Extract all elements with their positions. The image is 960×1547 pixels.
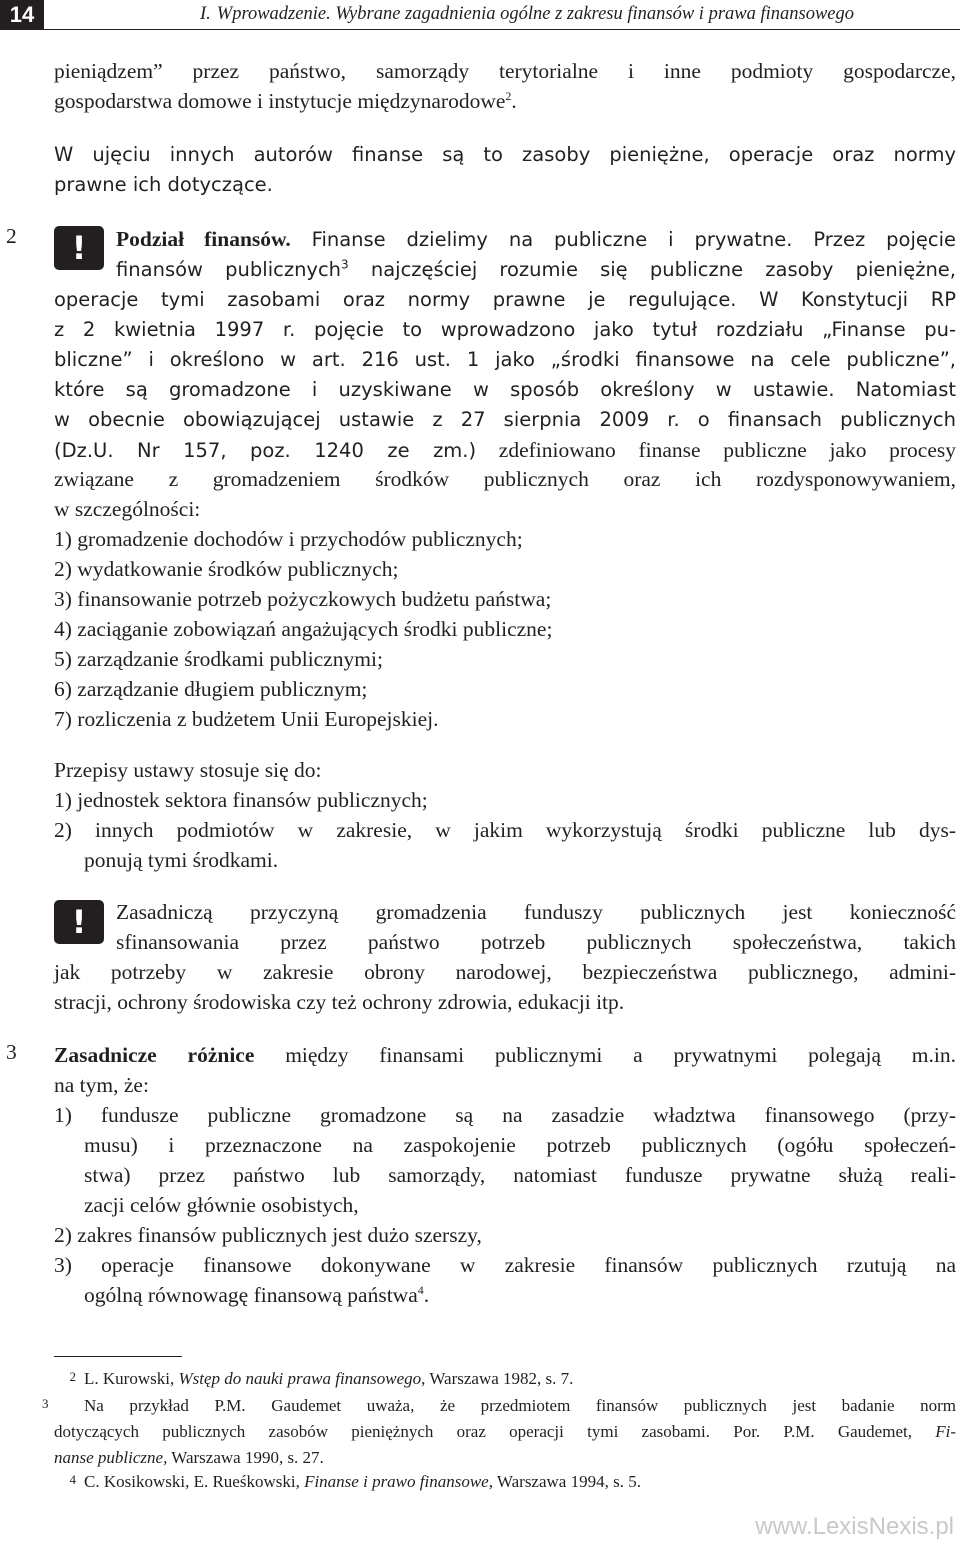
section3-item-3-line-2 bbox=[54, 1280, 956, 1310]
intro-line-2-text: gospodarstwa domowe i instytucje międzynarodowe bbox=[54, 89, 506, 113]
section3-item-1-line-4: zacji celów głównie osobistych, bbox=[84, 1193, 359, 1217]
section3-paragraph bbox=[54, 1040, 956, 1310]
section2-line-4: z 2 kwietnia 1997 r. pojęcie to wprowadzono jako tytuł rozdziału „Finanse pu- bbox=[54, 318, 956, 341]
section2-line-2b: najczęściej rozumie się publiczne zasoby pieniężne, bbox=[348, 258, 956, 281]
scope-item-2-line-2: ponują tymi środkami. bbox=[84, 848, 279, 872]
footnote-2-post: , Warszawa 1982, s. 7. bbox=[421, 1369, 574, 1388]
footnote-ref-3: 3 bbox=[341, 257, 349, 272]
reason-line-3: jak potrzeby w zakresie obrony narodowej, bezpieczeństwa publicznego, admini- bbox=[54, 960, 956, 984]
reason-paragraph bbox=[54, 897, 956, 1017]
footnote-2-title: Wstęp do nauki prawa finansowego bbox=[178, 1369, 422, 1388]
intro-paragraph bbox=[54, 56, 956, 116]
intro-line-1: pieniądzem” przez państwo, samorządy terytorialne i inne podmioty gospodarcze, bbox=[54, 59, 956, 83]
footnote-ref-2: 2 bbox=[505, 88, 512, 103]
section3-item-3-text: ogólną równowagę finansową państwa bbox=[84, 1283, 418, 1307]
section3-item-1-line-3: stwa) przez państwo lub samorządy, natomiast fundusze prywatne służą reali- bbox=[84, 1163, 956, 1187]
footnote-2-line bbox=[42, 1364, 956, 1392]
section2-line-3: operacje tymi zasobami oraz normy prawne je regulujące. W Konstytucji RP bbox=[54, 288, 956, 311]
list-item: 2) wydatkowanie środków publicznych; bbox=[54, 557, 399, 581]
reason-line-2: sfinansowania przez państwo potrzeb publicznych społeczeństwa, takich bbox=[116, 930, 956, 954]
list-item: 4) zaciąganie zobowiązań angażujących środki publiczne; bbox=[54, 617, 553, 641]
section2-line-8b: zdefiniowano finanse publiczne jako procesy bbox=[476, 438, 956, 462]
list-item: 5) zarządzanie środkami publicznymi; bbox=[54, 647, 383, 671]
section3-line-1-rest: między finansami publicznymi a prywatnymi polegają m.in. bbox=[254, 1043, 957, 1067]
reason-line-4: stracji, ochrony środowiska czy też ochrony zdrowia, edukacji itp. bbox=[54, 990, 625, 1014]
section3-heading: Zasadnicze różnice bbox=[54, 1043, 255, 1067]
footnote-3-title-a: Fi- bbox=[935, 1422, 956, 1441]
publisher-watermark: www.LexisNexis.pl bbox=[755, 1513, 954, 1540]
exclamation-icon: ! bbox=[54, 226, 104, 270]
footnote-2-number: 2 bbox=[69, 1369, 76, 1384]
section2-line-2a: finansów publicznych bbox=[116, 258, 342, 281]
other-authors-paragraph bbox=[54, 140, 956, 200]
footnote-3-line-2 bbox=[54, 1419, 956, 1445]
section2-heading: Podział finansów. bbox=[116, 227, 291, 251]
section2-line-1-rest: Finanse dzielimy na publiczne i prywatne. Przez pojęcie bbox=[290, 228, 956, 251]
reason-line-1: Zasadniczą przyczyną gromadzenia funduszy publicznych jest konieczność bbox=[116, 900, 956, 924]
footnote-3-line-1 bbox=[42, 1391, 956, 1419]
footnote-rule bbox=[54, 1356, 182, 1357]
scope-intro: Przepisy ustawy stosuje się do: bbox=[54, 758, 322, 782]
section2-line-6: które są gromadzone i uzyskiwane w sposób określony w ustawie. Natomiast bbox=[54, 378, 956, 401]
margin-number-2: 2 bbox=[6, 224, 17, 248]
section3-item-1-line-1: 1) fundusze publiczne gromadzone są na zasadzie władztwa finansowego (przy- bbox=[54, 1103, 956, 1127]
footnote-ref-4: 4 bbox=[417, 1282, 424, 1297]
list-item: 3) finansowanie potrzeb pożyczkowych budżetu państwa; bbox=[54, 587, 552, 611]
footnote-3-line-1-text: Na przykład P.M. Gaudemet uważa, że przedmiotem finansów publicznych jest badanie norm bbox=[84, 1396, 956, 1415]
list-item: 6) zarządzanie długiem publicznym; bbox=[54, 677, 368, 701]
footnote-3 bbox=[42, 1391, 956, 1471]
section2-line-7: w obecnie obowiązującej ustawie z 27 sierpnia 2009 r. o finansach publicznych bbox=[54, 408, 956, 431]
margin-number-3: 3 bbox=[6, 1040, 17, 1064]
section3-line-1 bbox=[54, 1040, 956, 1070]
running-title bbox=[200, 4, 854, 25]
section3-item-3-end: . bbox=[423, 1283, 430, 1307]
page-header bbox=[0, 0, 960, 30]
section2-line-10: w szczególności: bbox=[54, 497, 201, 521]
exclamation-icon: ! bbox=[54, 900, 104, 944]
list-item: 7) rozliczenia z budżetem Unii Europejskiej. bbox=[54, 707, 439, 731]
list-item: 1) gromadzenie dochodów i przychodów publicznych; bbox=[54, 527, 523, 551]
intro-line-2 bbox=[54, 86, 956, 116]
footnote-4-line bbox=[42, 1467, 956, 1495]
section2-line-9: związane z gromadzeniem środków publicznych oraz ich rozdysponowywaniem, bbox=[54, 467, 956, 491]
chapter-title: Wprowadzenie. Wybrane zagadnienia ogólne z zakresu finansów i prawa finansowego bbox=[216, 4, 855, 24]
section2-line-8a: (Dz.U. Nr 157, poz. 1240 ze zm.) bbox=[54, 439, 477, 462]
footnote-4 bbox=[54, 1467, 956, 1495]
other-authors-line-1: W ujęciu innych autorów finanse są to zasoby pieniężne, operacje oraz normy bbox=[54, 143, 956, 166]
section2-line-2 bbox=[54, 255, 956, 285]
other-authors-line-2: prawne ich dotyczące. bbox=[54, 173, 273, 196]
section3-item-2: 2) zakres finansów publicznych jest dużo szerszy, bbox=[54, 1223, 482, 1247]
footnote-3-title-b: nanse publiczne, bbox=[54, 1448, 168, 1467]
intro-line-2-end: . bbox=[511, 89, 517, 113]
section2-serif-continuation bbox=[54, 464, 956, 734]
footnote-2-author: L. Kurowski, bbox=[84, 1369, 179, 1388]
section3-item-3-line-1: 3) operacje finansowe dokonywane w zakresie finansów publicznych rzutują na bbox=[54, 1253, 956, 1277]
scope-item-2-line-1: 2) innych podmiotów w zakresie, w jakim wykorzystują środki publiczne lub dys- bbox=[54, 818, 956, 842]
footnote-4-post: Warszawa 1994, s. 5. bbox=[492, 1472, 641, 1491]
section3-line-2: na tym, że: bbox=[54, 1073, 149, 1097]
scope-paragraph bbox=[54, 755, 956, 875]
footnote-3-number: 3 bbox=[42, 1396, 49, 1411]
page-number: 14 bbox=[0, 0, 44, 30]
footnote-4-title: Finanse i prawo finansowe, bbox=[304, 1472, 493, 1491]
footnote-4-number: 4 bbox=[69, 1472, 76, 1487]
footnote-3-line-2-text: dotyczących publicznych zasobów pieniężnych oraz operacji tymi zasobami. Por. P.M. Gaudemet, bbox=[54, 1422, 936, 1441]
section3-item-1-line-2: musu) i przeznaczone na zaspokojenie potrzeb publicznych (ogółu społeczeń- bbox=[84, 1133, 956, 1157]
footnote-2 bbox=[54, 1364, 956, 1392]
footnote-4-authors: C. Kosikowski, E. Rueśkowski, bbox=[84, 1472, 305, 1491]
section2-line-8 bbox=[54, 435, 956, 466]
header-rule bbox=[44, 29, 960, 30]
scope-item-1: 1) jednostek sektora finansów publicznych; bbox=[54, 788, 428, 812]
chapter-numeral: I. bbox=[200, 4, 211, 24]
section2-line-5: bliczne” i określono w art. 216 ust. 1 jako „środki finansowe na cele publiczne”, bbox=[54, 348, 956, 371]
section2-paragraph bbox=[54, 224, 956, 466]
section2-line-1 bbox=[54, 224, 956, 255]
footnote-3-post: Warszawa 1990, s. 27. bbox=[167, 1448, 324, 1467]
